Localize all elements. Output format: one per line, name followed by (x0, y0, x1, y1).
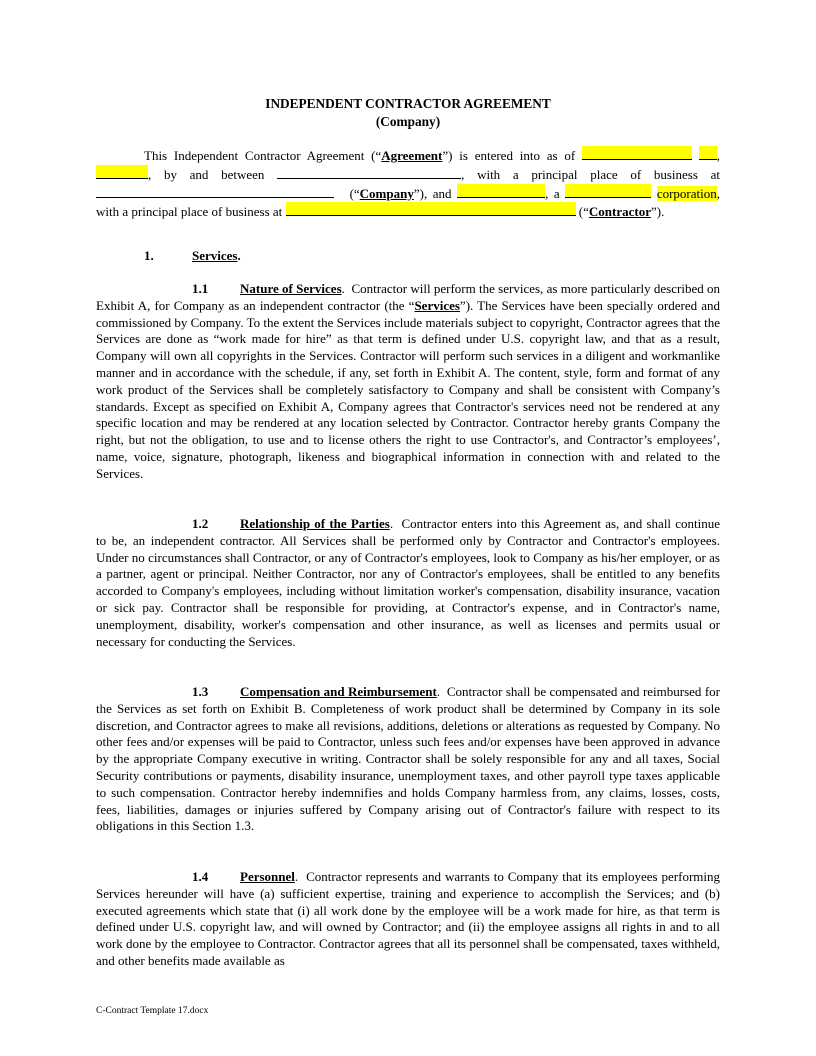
date-field[interactable] (582, 146, 692, 160)
company-address-field[interactable] (96, 185, 334, 198)
section-1-1: 1.1 Nature of Services. Contractor will perform the services, as more particularly described on Exhibit A, for Company as an independent contractor (the “Services”). The Services have been specially ordered and commissioned by Company. To the extent the Services include materials subject to copyright, Contractor agrees that the Services are done as “work made for hire” as that term is defined under U.S. copyright law, and that as a result, Company will own all copyrights in the Services. Contractor will perform such services in a diligent and workmanlike manner and in accordance with the schedule, if any, set forth in Exhibit A. The content, style, form and format of any work product of the Services shall be completely satisfactory to Company and shall be consistent with Company’s standards. Except as specified on Exhibit A, Company agrees that Contractor's services need not be rendered at any specific location and may be rendered at any location selected by Contractor. Contractor hereby grants Company the right, but not the obligation, to use and to license others the right to use Contractor's, and Contractor’s employees’, name, voice, signature, photograph, likeness and biographical information in connection with and related to the Services. (96, 281, 721, 481)
contractor-name-field[interactable] (457, 184, 545, 198)
services-term: Services (414, 297, 460, 313)
section-1-3: 1.3 Compensation and Reimbursement. Contractor shall be compensated and reimbursed for the Services as set forth on Exhibit B. Completeness of work product shall be determined by Company in its sole discretion, and Contractor agrees to make all revisions, additions, deletions or alterations as requested by Company. No other fees and/or expenses will be paid to Contractor, unless such fees and/or expenses have been approved in advance by the appropriate Company executive in writing. Contractor shall be solely responsible for any and all taxes, Social Security contributions or payments, disability insurance, unemployment taxes, and other payroll type taxes applicable to such compensation. Contractor hereby indemnifies and holds Company harmless from, any claims, losses, costs, fees, liabilities, damages or injuries suffered by Company arising out of Contractor's failure with respect to its obligations in this Section 1.3. (96, 684, 721, 834)
contractor-term: Contractor (588, 204, 651, 220)
document-title: INDEPENDENT CONTRACTOR AGREEMENT (265, 96, 551, 111)
section-1-2: 1.2 Relationship of the Parties. Contractor enters into this Agreement as, and shall continue to be, an independent contractor. All Services shall be performed only by Contractor and Contractor's employees. Under no circumstances shall Contractor, or any of Contractor's employees, look to Company as his/her employer, or as a partner, agent or principal. Neither Contractor, nor any of Contractor's employees, shall be entitled to any benefits accorded to Company's employees, including without limitation worker's compensation, disability insurance, vacation or sick pay. Contractor shall be responsible for providing, at Contractor's expense, and in Contractor's name, unemployment, disability, worker's compensation and other insurance, as well as licenses and permits usual or necessary for conducting the Services. (96, 516, 721, 649)
section-1-1-heading: Nature of Services (240, 281, 342, 296)
state-field[interactable] (565, 184, 651, 198)
company-term: Company (359, 185, 414, 201)
section-1-3-heading: Compensation and Reimbursement (240, 684, 437, 699)
corporation-text: corporation (656, 185, 717, 201)
section-1-heading: 1. Services. (144, 248, 241, 263)
company-name-field[interactable] (277, 166, 461, 179)
agreement-term: Agreement (381, 148, 443, 163)
document-subtitle: (Company) (375, 114, 441, 129)
section-1-4: 1.4 Personnel. Contractor represents and warrants to Company that its employees performing Services hereunder will have (a) sufficient expertise, training and experience to accomplish the Services; and (b) executed agreements which state that (i) all work done by the employee will be a work made for hire, as that term is defined under U.S. copyright law, and will owned by Contractor; and (ii) the employee assigns all rights in and to all work done by the employee to Contractor. Contractor agrees that all its personnel shall be compensated, taxes withheld, and other benefits made available as (96, 869, 720, 968)
section-1-4-heading: Personnel (240, 869, 295, 884)
intro-paragraph: This Independent Contractor Agreement (“Agreement”) is entered into as of , , by and between , with a principal place of business at (“Company”), and , a corporation, with a principal place of business at (“Contractor”). (96, 148, 721, 220)
date-field-cont[interactable] (699, 146, 717, 160)
footer-filename: C-Contract Template 17.docx (96, 1006, 209, 1016)
year-field[interactable] (96, 165, 148, 179)
section-1-2-heading: Relationship of the Parties (240, 516, 390, 531)
contractor-address-field[interactable] (286, 202, 576, 216)
